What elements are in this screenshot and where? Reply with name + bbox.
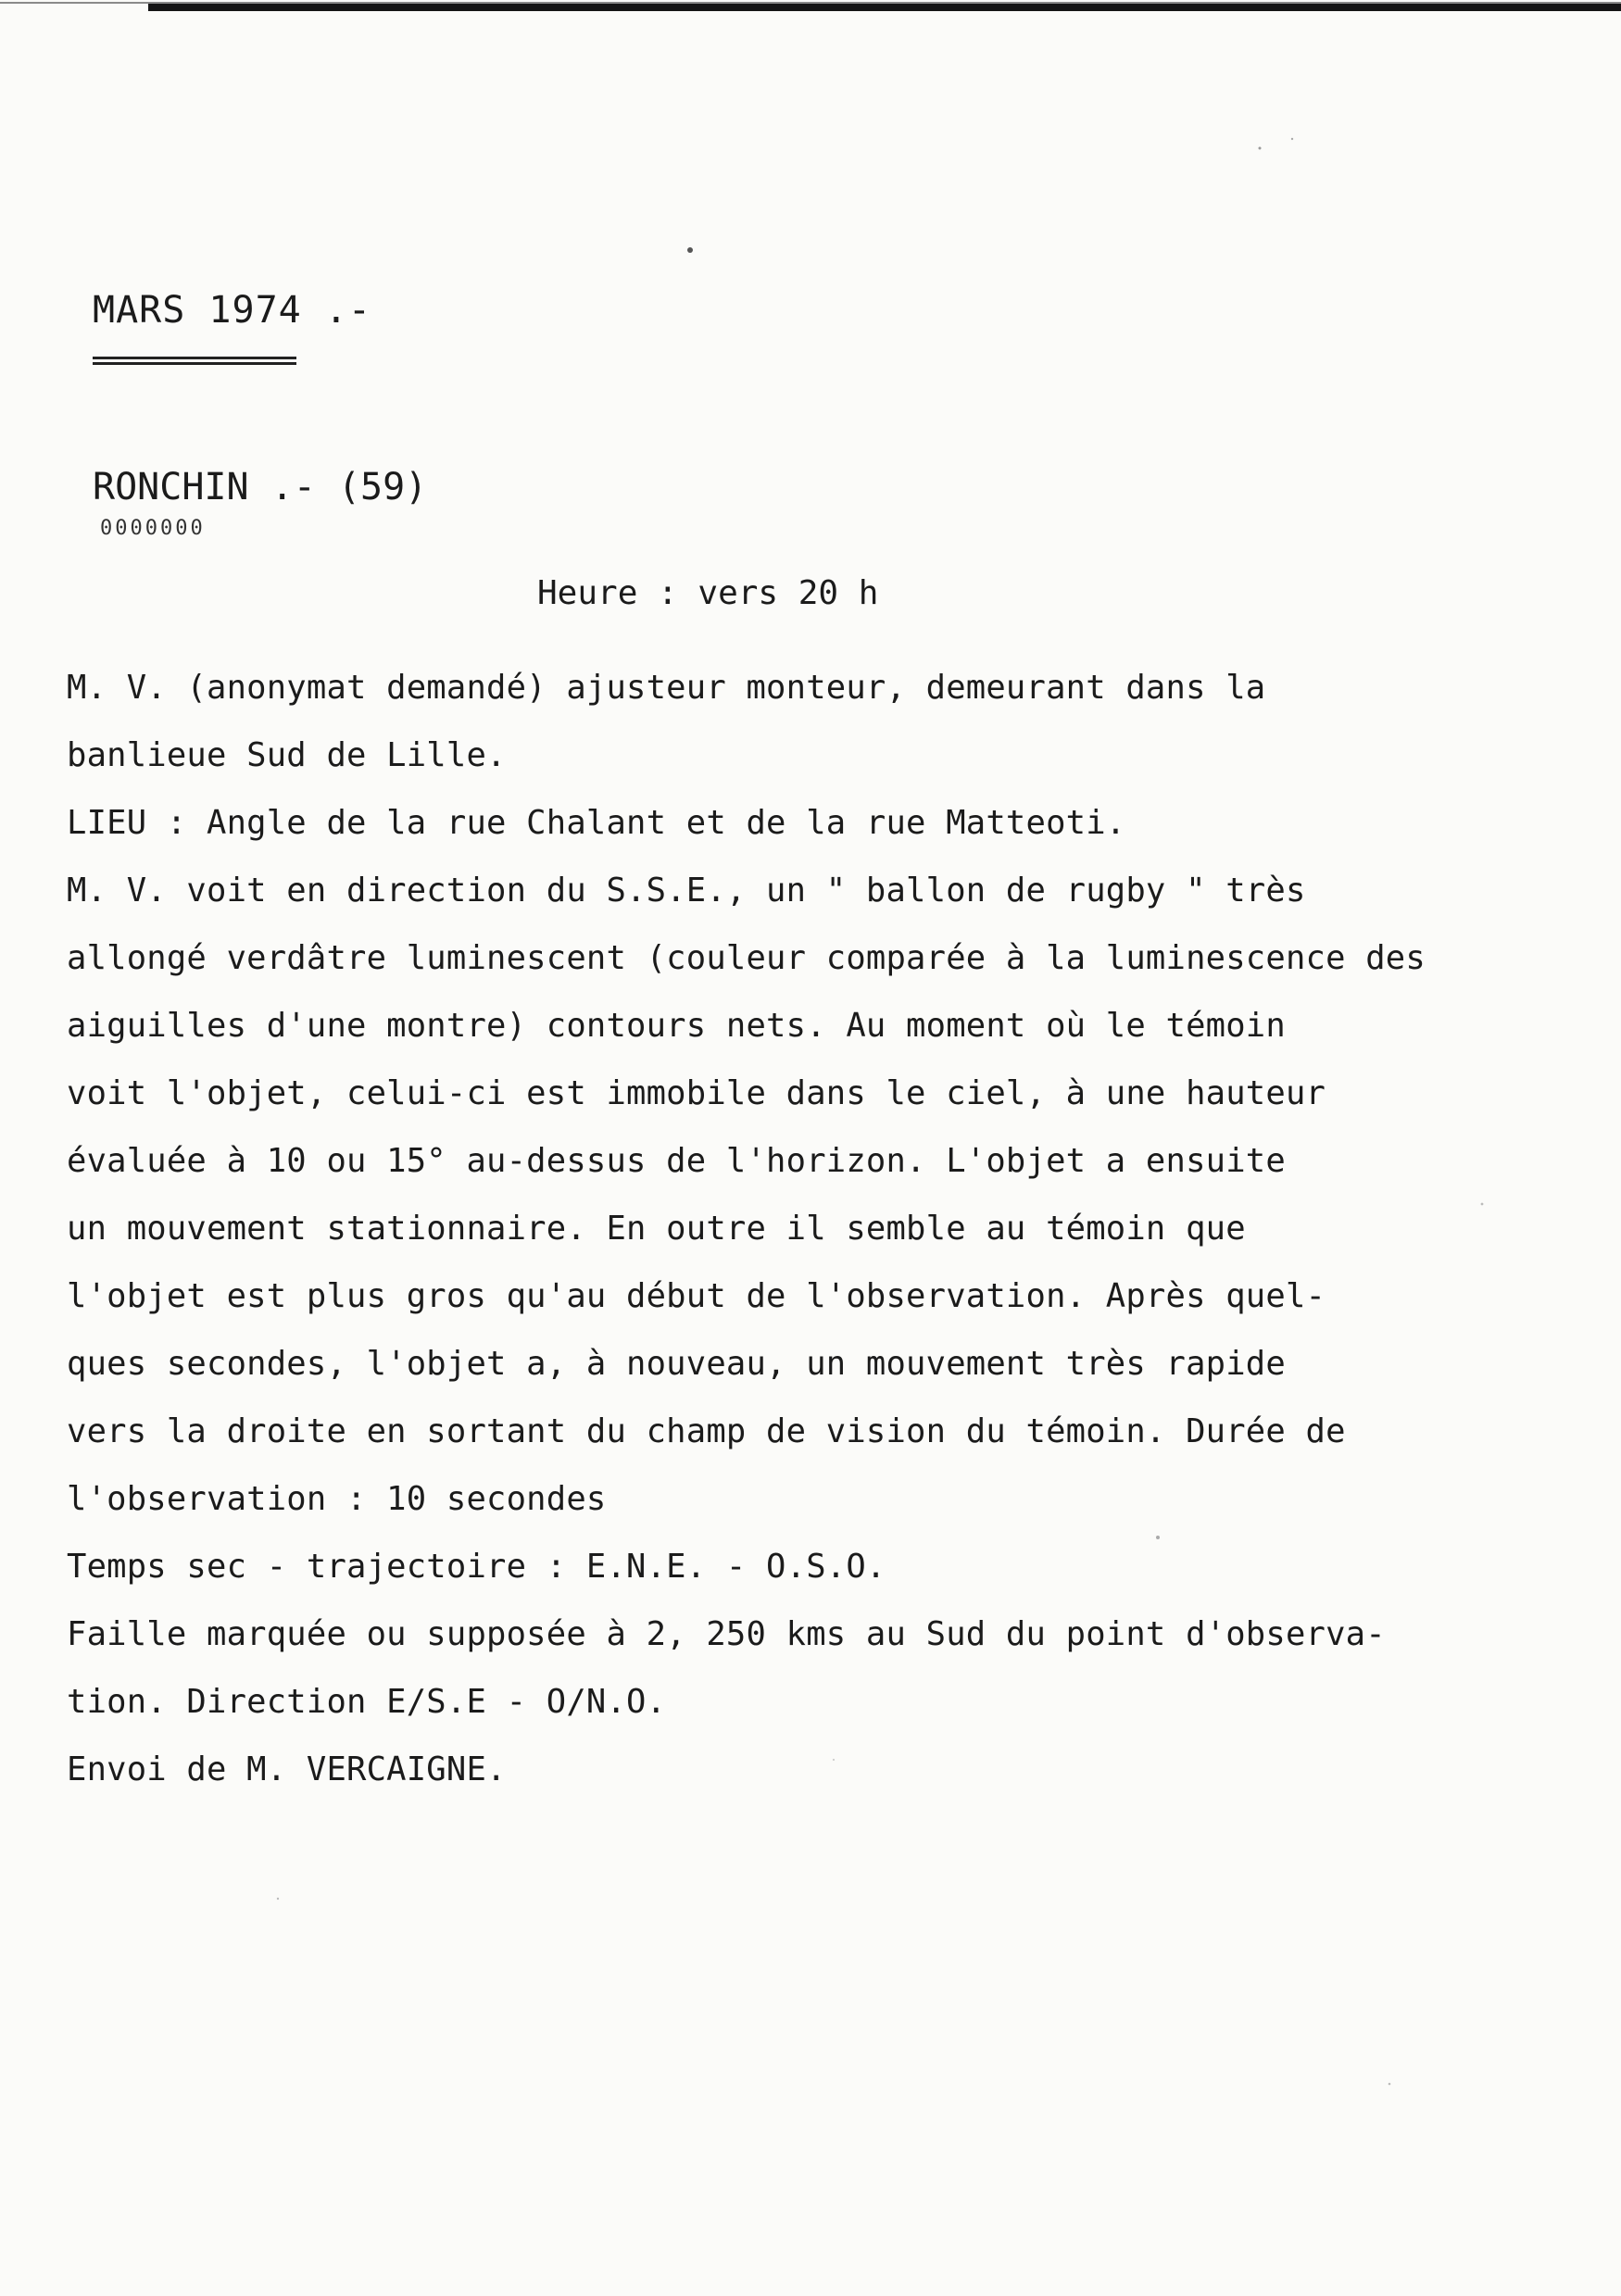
place-underline: 0000000 bbox=[100, 517, 206, 540]
body-line: tion. Direction E/S.E - O/N.O. bbox=[67, 1683, 667, 1721]
body-line: Temps sec - trajectoire : E.N.E. - O.S.O. bbox=[67, 1548, 886, 1586]
body-line: banlieue Sud de Lille. bbox=[67, 736, 507, 774]
body-line: M. V. voit en direction du S.S.E., un " ballon de rugby " très bbox=[67, 872, 1306, 910]
body-line: ques secondes, l'objet a, à nouveau, un mouvement très rapide bbox=[67, 1345, 1286, 1383]
top-border bbox=[148, 4, 1621, 11]
body-line: vers la droite en sortant du champ de vision du témoin. Durée de bbox=[67, 1412, 1346, 1450]
body-line: allongé verdâtre luminescent (couleur comparée à la luminescence des bbox=[67, 939, 1426, 977]
body-line: aiguilles d'une montre) contours nets. Au moment où le témoin bbox=[67, 1007, 1286, 1045]
report-body bbox=[67, 654, 1567, 1803]
body-line: Faille marquée ou supposée à 2, 250 kms au Sud du point d'observa- bbox=[67, 1615, 1386, 1653]
body-line: évaluée à 10 ou 15° au-dessus de l'horizon. L'objet a ensuite bbox=[67, 1142, 1286, 1180]
date-underline bbox=[93, 357, 296, 365]
time-line: Heure : vers 20 h bbox=[537, 574, 879, 612]
date-heading: MARS 1974 .- bbox=[93, 289, 371, 332]
body-line: M. V. (anonymat demandé) ajusteur monteur, demeurant dans la bbox=[67, 669, 1266, 707]
body-line: voit l'objet, celui-ci est immobile dans le ciel, à une hauteur bbox=[67, 1074, 1326, 1112]
body-line: l'observation : 10 secondes bbox=[67, 1480, 607, 1518]
place-heading: RONCHIN .- (59) bbox=[93, 466, 428, 508]
body-line: un mouvement stationnaire. En outre il semble au témoin que bbox=[67, 1210, 1246, 1248]
body-line: Envoi de M. VERCAIGNE. bbox=[67, 1750, 507, 1788]
body-line: LIEU : Angle de la rue Chalant et de la rue Matteoti. bbox=[67, 804, 1126, 842]
body-line: l'objet est plus gros qu'au début de l'observation. Après quel- bbox=[67, 1277, 1326, 1315]
